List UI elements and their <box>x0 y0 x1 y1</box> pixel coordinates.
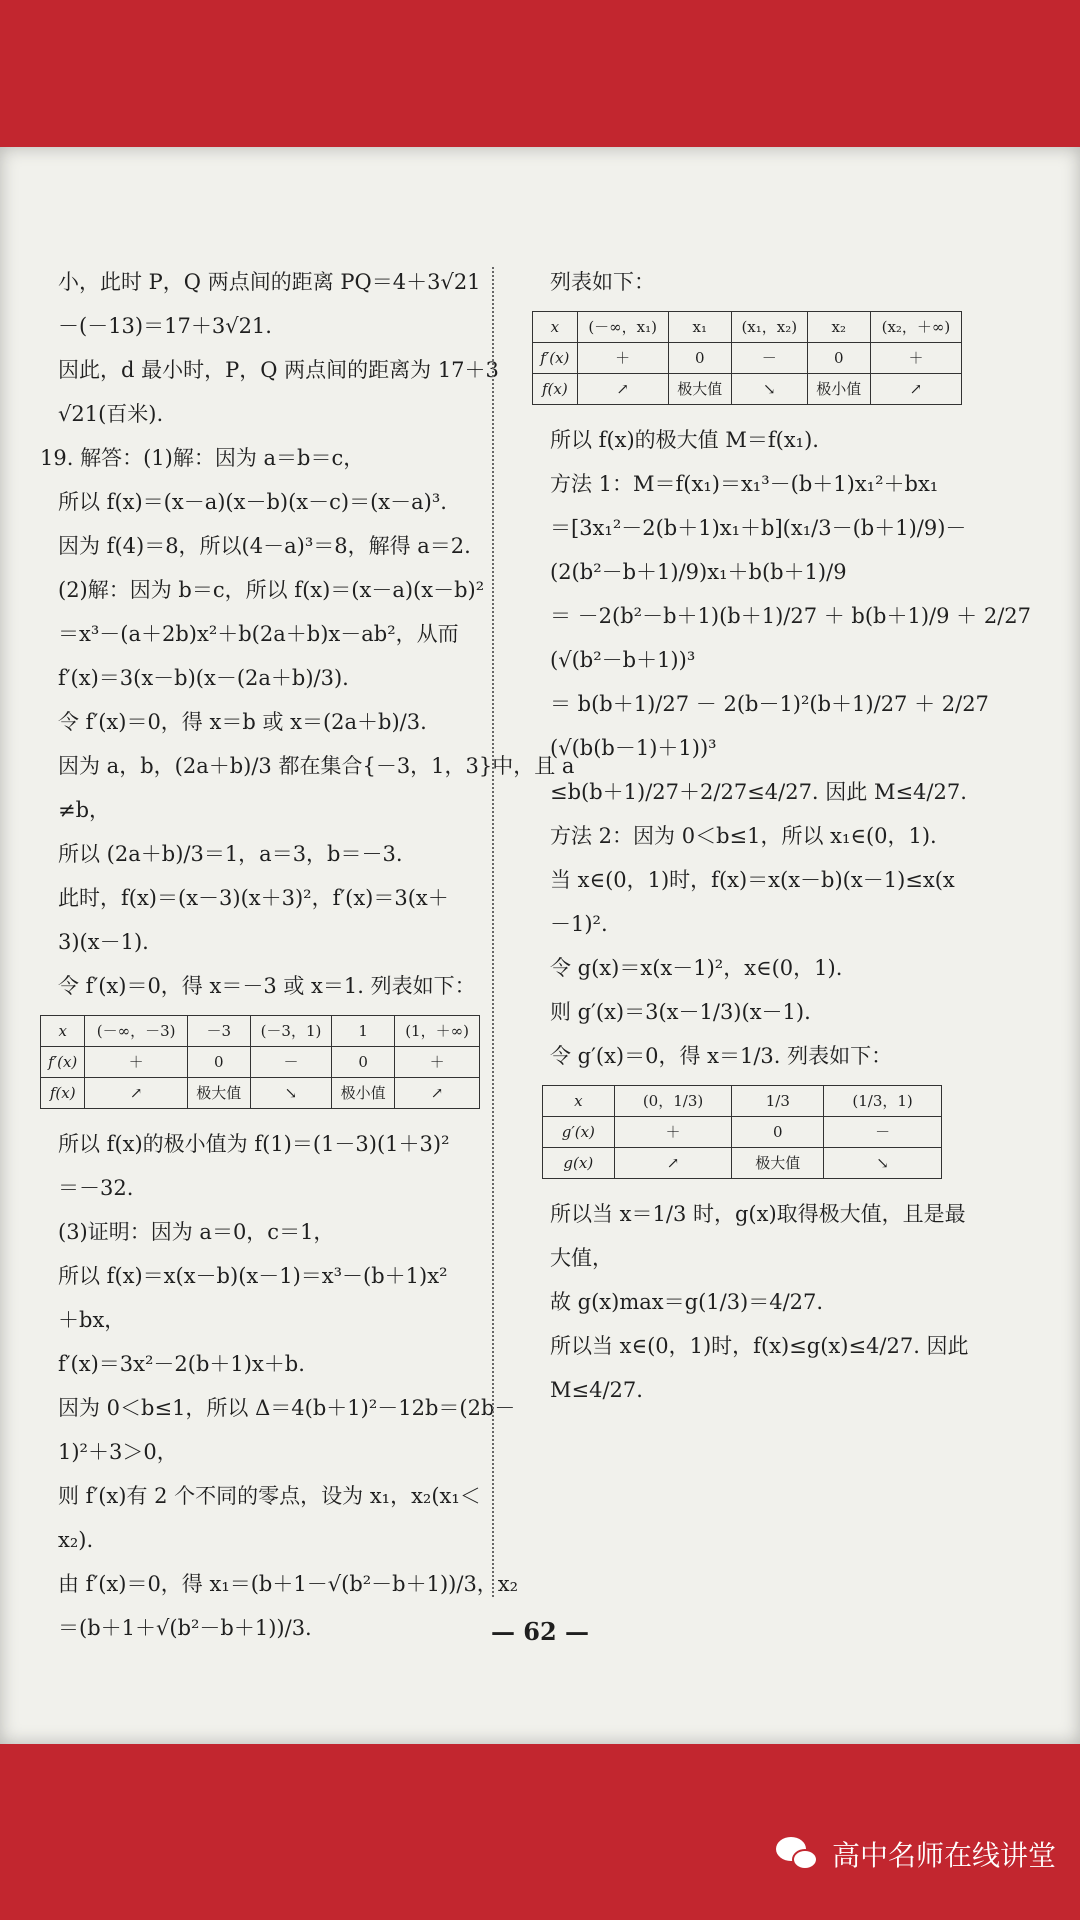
table-cell: 0 <box>732 1117 824 1148</box>
text-line: 大值， <box>550 1246 613 1270</box>
table-cell: ↘ <box>250 1078 331 1109</box>
text-line: ＝x³－(a＋2b)x²＋b(2a＋b)x－ab²，从而 <box>58 622 459 646</box>
table-cell: g′(x) <box>543 1117 615 1148</box>
text-line: 小，此时 P，Q 两点间的距离 PQ＝4＋3√21 <box>58 270 481 294</box>
document-page <box>0 147 1080 1744</box>
text-line: ＋bx， <box>58 1308 126 1332</box>
text-line: －1)². <box>550 912 608 936</box>
table-cell: － <box>250 1047 331 1078</box>
table-cell: (x₂，＋∞) <box>870 312 961 343</box>
table-cell: f(x) <box>41 1078 85 1109</box>
wechat-icon <box>776 1835 820 1873</box>
table-cell: ＋ <box>85 1047 187 1078</box>
right-text-block-3 <box>532 1199 982 1405</box>
table-cell: ↗ <box>395 1078 480 1109</box>
table-cell: f′(x) <box>41 1047 85 1078</box>
text-line: 此时，f(x)＝(x－3)(x＋3)²，f′(x)＝3(x＋ <box>58 886 449 910</box>
text-line: ＝(b＋1＋√(b²－b＋1))/3. <box>58 1616 312 1640</box>
table-cell: (－3，1) <box>250 1016 331 1047</box>
table-cell: 0 <box>187 1047 250 1078</box>
watermark <box>776 1834 1056 1874</box>
table-cell: ↘ <box>824 1148 942 1179</box>
text-line: 因为 a，b，(2a＋b)/3 都在集合{－3，1，3}中，且 a <box>58 754 575 778</box>
table-cell: (－∞，x₁) <box>577 312 668 343</box>
table-row <box>543 1086 942 1117</box>
table-row <box>41 1078 480 1109</box>
text-line: 所以 f(x)＝(x－a)(x－b)(x－c)＝(x－a)³. <box>58 490 447 514</box>
text-line: 故 g(x)max＝g(1/3)＝4/27. <box>550 1290 824 1314</box>
right-sign-table-1 <box>532 311 962 405</box>
table-cell: (0，1/3) <box>614 1086 732 1117</box>
table-cell: x <box>543 1086 615 1117</box>
table-row <box>41 1047 480 1078</box>
table-row <box>41 1016 480 1047</box>
text-line: 令 g(x)＝x(x－1)²，x∈(0，1). <box>550 956 843 980</box>
text-line: 由 f′(x)＝0，得 x₁＝(b＋1－√(b²－b＋1))/3，x₂ <box>58 1572 519 1596</box>
text-line: 所以 f(x)的极小值为 f(1)＝(1－3)(1＋3)² <box>58 1132 450 1156</box>
text-line: ≠b， <box>58 798 111 822</box>
text-line: 因为 f(4)＝8，所以(4－a)³＝8，解得 a＝2. <box>58 534 471 558</box>
table-row <box>533 312 962 343</box>
right-sign-table-2 <box>542 1085 942 1179</box>
left-sign-table <box>40 1015 480 1109</box>
table-cell: ＋ <box>870 343 961 374</box>
table-cell: ↗ <box>577 374 668 405</box>
table-cell: f′(x) <box>533 343 578 374</box>
table-cell: (1，＋∞) <box>395 1016 480 1047</box>
text-line: ≤b(b＋1)/27＋2/27≤4/27. 因此 M≤4/27. <box>550 780 967 804</box>
table-cell: －3 <box>187 1016 250 1047</box>
text-line: √21(百米). <box>58 402 164 426</box>
table-cell: (1/3，1) <box>824 1086 942 1117</box>
text-line: －(－13)＝17＋3√21. <box>58 314 272 338</box>
watermark-text: 高中名师在线讲堂 <box>831 1839 1056 1872</box>
table-cell: ↘ <box>731 374 807 405</box>
table-cell: 0 <box>332 1047 395 1078</box>
table-cell: g(x) <box>543 1148 615 1179</box>
text-line: (√(b²－b＋1))³ <box>550 648 696 672</box>
table-cell: ↗ <box>870 374 961 405</box>
text-line: 所以当 x＝1/3 时，g(x)取得极大值，且是最 <box>550 1202 966 1226</box>
text-line: 方法 1：M＝f(x₁)＝x₁³－(b＋1)x₁²＋bx₁ <box>550 472 939 496</box>
text-line: ＝－32. <box>58 1176 134 1200</box>
table-row <box>533 374 962 405</box>
text-line: 因此，d 最小时，P，Q 两点间的距离为 17＋3 <box>58 358 499 382</box>
table-row <box>543 1117 942 1148</box>
text-line: 令 f′(x)＝0，得 x＝b 或 x＝(2a＋b)/3. <box>58 710 427 734</box>
text-line: 令 g′(x)＝0，得 x＝1/3. 列表如下： <box>550 1044 893 1068</box>
text-line: ＝ b(b＋1)/27 － 2(b－1)²(b＋1)/27 ＋ 2/27 <box>550 692 989 716</box>
table-cell: 极小值 <box>332 1078 395 1109</box>
table-cell: (－∞，－3) <box>85 1016 187 1047</box>
text-line: 3)(x－1). <box>58 930 149 954</box>
text-line: f′(x)＝3(x－b)(x－(2a＋b)/3). <box>58 666 349 690</box>
table-row <box>533 343 962 374</box>
table-cell: ＋ <box>577 343 668 374</box>
left-text-block-2 <box>40 1129 519 1643</box>
text-line: x₂). <box>58 1528 94 1552</box>
text-line: (2)解：因为 b＝c，所以 f(x)＝(x－a)(x－b)² <box>58 578 485 602</box>
table-cell: 1/3 <box>732 1086 824 1117</box>
table-cell: － <box>824 1117 942 1148</box>
text-line: (√(b(b－1)＋1))³ <box>550 736 717 760</box>
text-line: 方法 2：因为 0＜b≤1，所以 x₁∈(0，1). <box>550 824 937 848</box>
table-row <box>543 1148 942 1179</box>
text-line: 所以当 x∈(0，1)时，f(x)≤g(x)≤4/27. 因此 <box>550 1334 969 1358</box>
table-cell: f(x) <box>533 374 578 405</box>
table-cell: 1 <box>332 1016 395 1047</box>
text-line: 所以 (2a＋b)/3＝1，a＝3，b＝－3. <box>58 842 403 866</box>
text-line: ＝ －2(b²－b＋1)(b＋1)/27 ＋ b(b＋1)/9 ＋ 2/27 <box>550 604 1031 628</box>
column-divider <box>492 267 494 1597</box>
text-line: 19. 解答：(1)解：因为 a＝b＝c， <box>40 446 365 470</box>
text-line: M≤4/27. <box>550 1378 643 1402</box>
left-text-block-1 <box>40 267 575 1001</box>
text-line: 1)²＋3＞0， <box>58 1440 178 1464</box>
table-cell: ↗ <box>85 1078 187 1109</box>
text-line: 列表如下： <box>550 270 655 294</box>
table-cell: 0 <box>668 343 731 374</box>
text-line: 则 f′(x)有 2 个不同的零点，设为 x₁，x₂(x₁＜ <box>58 1484 481 1508</box>
table-cell: ＋ <box>395 1047 480 1078</box>
right-text-block-2 <box>532 425 1031 1071</box>
table-cell: ＋ <box>614 1117 732 1148</box>
text-line: 因为 0＜b≤1，所以 Δ＝4(b＋1)²－12b＝(2b－ <box>58 1396 516 1420</box>
table-cell: 0 <box>807 343 870 374</box>
table-cell: x <box>533 312 578 343</box>
table-cell: x₂ <box>807 312 870 343</box>
text-line: f′(x)＝3x²－2(b＋1)x＋b. <box>58 1352 305 1376</box>
right-text-block-1 <box>532 267 982 297</box>
text-line: 当 x∈(0，1)时，f(x)＝x(x－b)(x－1)≤x(x <box>550 868 955 892</box>
text-line: 所以 f(x)的极大值 M＝f(x₁). <box>550 428 819 452</box>
text-line: (2(b²－b＋1)/9)x₁＋b(b＋1)/9 <box>550 560 847 584</box>
table-cell: 极小值 <box>807 374 870 405</box>
text-line: 所以 f(x)＝x(x－b)(x－1)＝x³－(b＋1)x² <box>58 1264 448 1288</box>
table-cell: (x₁，x₂) <box>731 312 807 343</box>
table-cell: 极大值 <box>187 1078 250 1109</box>
right-column <box>532 267 1031 1419</box>
table-cell: x <box>41 1016 85 1047</box>
text-line: 则 g′(x)＝3(x－1/3)(x－1). <box>550 1000 811 1024</box>
page-number: — 62 — <box>490 1617 590 1646</box>
text-line: 令 f′(x)＝0，得 x＝－3 或 x＝1. 列表如下： <box>58 974 476 998</box>
text-line: ＝[3x₁²－2(b＋1)x₁＋b](x₁/3－(b＋1)/9)－ <box>550 516 967 540</box>
table-cell: 极大值 <box>732 1148 824 1179</box>
table-cell: ↗ <box>614 1148 732 1179</box>
text-line: (3)证明：因为 a＝0，c＝1， <box>58 1220 335 1244</box>
table-cell: x₁ <box>668 312 731 343</box>
table-cell: － <box>731 343 807 374</box>
table-cell: 极大值 <box>668 374 731 405</box>
